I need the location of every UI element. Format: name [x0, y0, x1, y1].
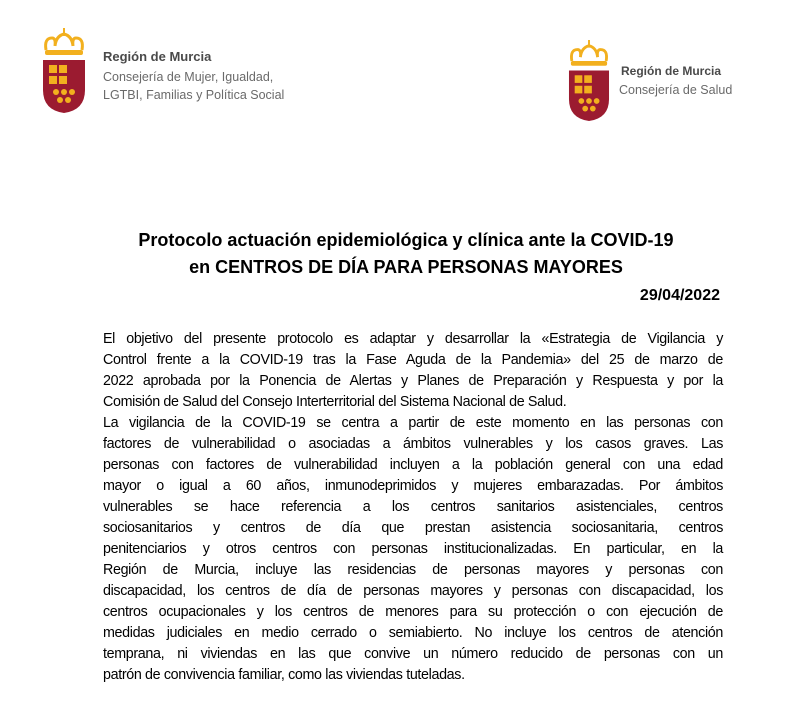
right-org-name: Región de Murcia [621, 64, 722, 78]
text-line: Región de Murcia, incluye las residencias de personas mayores y personas con [103, 562, 723, 578]
region-murcia-coat-of-arms-icon [565, 40, 613, 122]
text-line: Control frente a la COVID-19 tras la Fase Aguda de la Pandemia» del 25 de marzo de [103, 352, 723, 368]
text-line: sociosanitarios y centros de día que prestan asistencia sociosanitaria, centros [103, 520, 723, 536]
text-line: vulnerables se hace referencia a los centros sanitarios asistenciales, centros [103, 499, 723, 515]
left-dept-line: Consejería de Mujer, Igualdad, [103, 70, 274, 84]
document-title-line: en CENTROS DE DÍA PARA PERSONAS MAYORES [189, 257, 623, 277]
region-murcia-coat-of-arms-icon [40, 28, 88, 114]
text-line: Comisión de Salud del Consejo Interterritorial del Sistema Nacional de Salud. [103, 394, 567, 410]
text-line: penitenciarios y otros centros con personas institucionalizadas. En particular, en la [103, 541, 723, 557]
text-line: centros ocupacionales y los centros de menores para su protección o con ejecución de [103, 604, 723, 620]
text-line: discapacidad, los centros de día de personas mayores y personas con discapacidad, los [103, 583, 723, 599]
text-line: patrón de convivencia familiar, como las viviendas tuteladas. [103, 667, 465, 683]
right-dept-line: Consejería de Salud [619, 83, 733, 97]
left-dept-line: LGTBI, Familias y Política Social [103, 88, 285, 102]
text-line: medidas judiciales en medio cerrado o semiabierto. No incluye los centros de atención [103, 625, 723, 641]
text-line: El objetivo del presente protocolo es adaptar y desarrollar la «Estrategia de Vigilancia y [103, 331, 723, 347]
text-line: La vigilancia de la COVID-19 se centra a partir de este momento en las personas con [103, 415, 723, 431]
text-line: temprana, ni viviendas en las que convive un número reducido de personas con un [103, 646, 723, 662]
left-org-name: Región de Murcia [103, 49, 212, 64]
text-line: factores de vulnerabilidad o asociadas a ámbitos vulnerables y los casos graves. Las [103, 436, 723, 452]
document-date: 29/04/2022 [639, 287, 720, 304]
document-title-line: Protocolo actuación epidemiológica y clínica ante la COVID-19 [138, 230, 674, 250]
document-body [103, 329, 723, 686]
paragraph [103, 329, 723, 413]
paragraph [103, 413, 723, 686]
text-line: 2022 aprobada por la Ponencia de Alertas y Planes de Preparación y Respuesta y por la [103, 373, 723, 389]
text-line: personas con factores de vulnerabilidad incluyen a la población general con una edad [103, 457, 723, 473]
text-line: mayor o igual a 60 años, inmunodeprimidos y mujeres embarazadas. Por ámbitos [103, 478, 723, 494]
